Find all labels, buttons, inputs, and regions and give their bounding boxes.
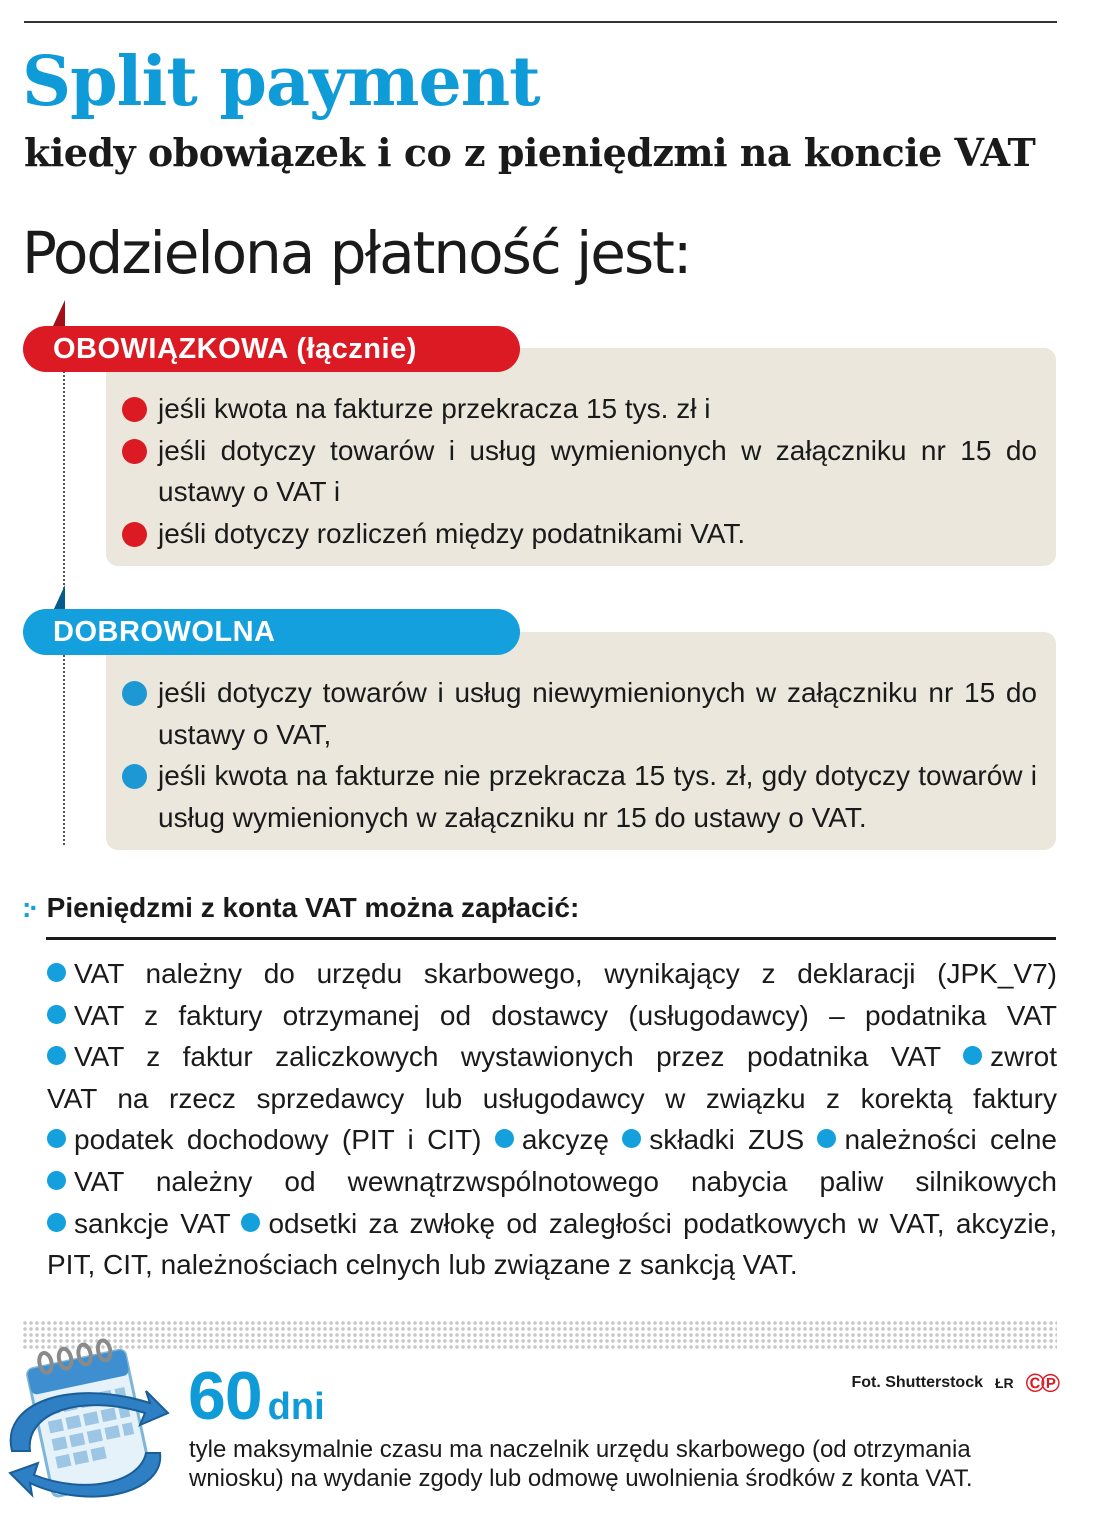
- list-item: [122, 672, 1037, 755]
- payments-line: [47, 1203, 1057, 1245]
- lead-heading: Podzielona płatność jest:: [22, 219, 691, 287]
- payment-item: VAT na rzecz sprzedawcy lub usługodawcy w związku z korektą faktury: [47, 1082, 1057, 1114]
- voluntary-tab-fold: [53, 585, 65, 611]
- bullet-icon: [122, 681, 147, 706]
- bullet-icon: [122, 439, 147, 464]
- days-note: tyle maksymalnie czasu ma naczelnik urzędu skarbowego (od otrzymania wniosku) na wydanie zgody lub odmowę uwolnienia środków z konta VAT.: [189, 1436, 973, 1492]
- author-initials: ŁR: [995, 1375, 1014, 1391]
- payment-item: VAT z faktur zaliczkowych wystawionych przez podatnika VAT: [74, 1041, 941, 1073]
- dotted-band: [22, 1320, 1057, 1350]
- payments-list: [47, 953, 1057, 1286]
- list-item: [122, 430, 1037, 513]
- mandatory-label: OBOWIĄZKOWA (łącznie): [23, 326, 520, 372]
- payment-item: składki ZUS: [649, 1124, 805, 1156]
- bullet-icon: [622, 1129, 641, 1148]
- dotted-connector: [63, 320, 65, 845]
- mandatory-list: [122, 388, 1037, 554]
- section-mark-icon: :·: [22, 892, 37, 923]
- payments-line: [47, 995, 1057, 1037]
- payment-item: odsetki za zwłokę od zaległości podatkowych w VAT, akcyzie,: [268, 1207, 1058, 1239]
- page-title: Split payment: [22, 42, 540, 122]
- bullet-icon: [47, 1046, 66, 1065]
- bullet-icon: [817, 1129, 836, 1148]
- payment-item: VAT należny od wewnątrzwspólnotowego nabycia paliw silnikowych: [74, 1165, 1057, 1197]
- list-item: [122, 513, 1037, 555]
- payments-line: [47, 1036, 1057, 1078]
- payments-heading-text: Pieniędzmi z konta VAT można zapłacić:: [46, 892, 580, 923]
- bullet-icon: [495, 1129, 514, 1148]
- list-item: [122, 388, 1037, 430]
- bullet-icon: [241, 1213, 260, 1232]
- bullet-icon: [47, 1171, 66, 1190]
- payment-item: sankcje VAT: [74, 1207, 231, 1239]
- bullet-icon: [122, 397, 147, 422]
- list-item: [122, 755, 1037, 838]
- payment-item: PIT, CIT, należnościach celnych lub związane z sankcją VAT.: [47, 1249, 798, 1281]
- payments-line: [47, 1119, 1057, 1161]
- list-item-text: jeśli kwota na fakturze nie przekracza 15 tys. zł, gdy dotyczy towarów i usług wymienionych w załączniku nr 15 do ustawy o VAT.: [158, 760, 1037, 833]
- payment-item: VAT należny do urzędu skarbowego, wynikający z deklaracji (JPK_V7): [74, 958, 1057, 989]
- bullet-icon: [122, 522, 147, 547]
- bullet-icon: [963, 1046, 982, 1065]
- payments-line: [47, 953, 1057, 995]
- payment-item: VAT z faktury otrzymanej od dostawcy (usługodawcy) – podatnika VAT: [74, 999, 1057, 1031]
- days-number: 60: [188, 1358, 262, 1434]
- mandatory-tab-fold: [53, 300, 65, 326]
- payment-item: należności celne: [844, 1124, 1057, 1156]
- bullet-icon: [47, 1129, 66, 1148]
- days-unit: dni: [267, 1386, 325, 1428]
- payments-line: [47, 1161, 1057, 1203]
- bullet-icon: [47, 1213, 66, 1232]
- payments-heading: [22, 892, 579, 924]
- bullet-icon: [47, 1005, 66, 1024]
- voluntary-label: DOBROWOLNA: [23, 609, 520, 655]
- payment-item: zwrot: [990, 1041, 1057, 1073]
- credits: [800, 1370, 1056, 1396]
- list-item-text: jeśli dotyczy towarów i usług niewymienionych w załączniku nr 15 do ustawy o VAT,: [158, 677, 1037, 750]
- days-figure: [188, 1358, 325, 1434]
- payments-rule: [46, 937, 1056, 940]
- calendar-icon: [0, 1333, 175, 1513]
- top-rule: [24, 21, 1057, 23]
- payment-item: podatek dochodowy (PIT i CIT): [74, 1124, 482, 1156]
- payments-line: [47, 1078, 1057, 1120]
- bullet-icon: [122, 764, 147, 789]
- list-item-text: jeśli dotyczy towarów i usług wymienionych w załączniku nr 15 do ustawy o VAT i: [158, 434, 1037, 507]
- list-item-text: jeśli kwota na fakturze przekracza 15 tys. zł i: [158, 393, 711, 424]
- photo-credit: Fot. Shutterstock: [851, 1374, 983, 1391]
- payments-line: [47, 1244, 1057, 1286]
- list-item-text: jeśli dotyczy rozliczeń między podatnikami VAT.: [158, 517, 746, 549]
- publisher-logo-icon: ©℗: [1025, 1368, 1056, 1398]
- bullet-icon: [47, 963, 66, 982]
- voluntary-list: [122, 672, 1037, 838]
- page-subtitle: kiedy obowiązek i co z pieniędzmi na koncie VAT: [24, 130, 1036, 175]
- payment-item: akcyzę: [521, 1124, 609, 1156]
